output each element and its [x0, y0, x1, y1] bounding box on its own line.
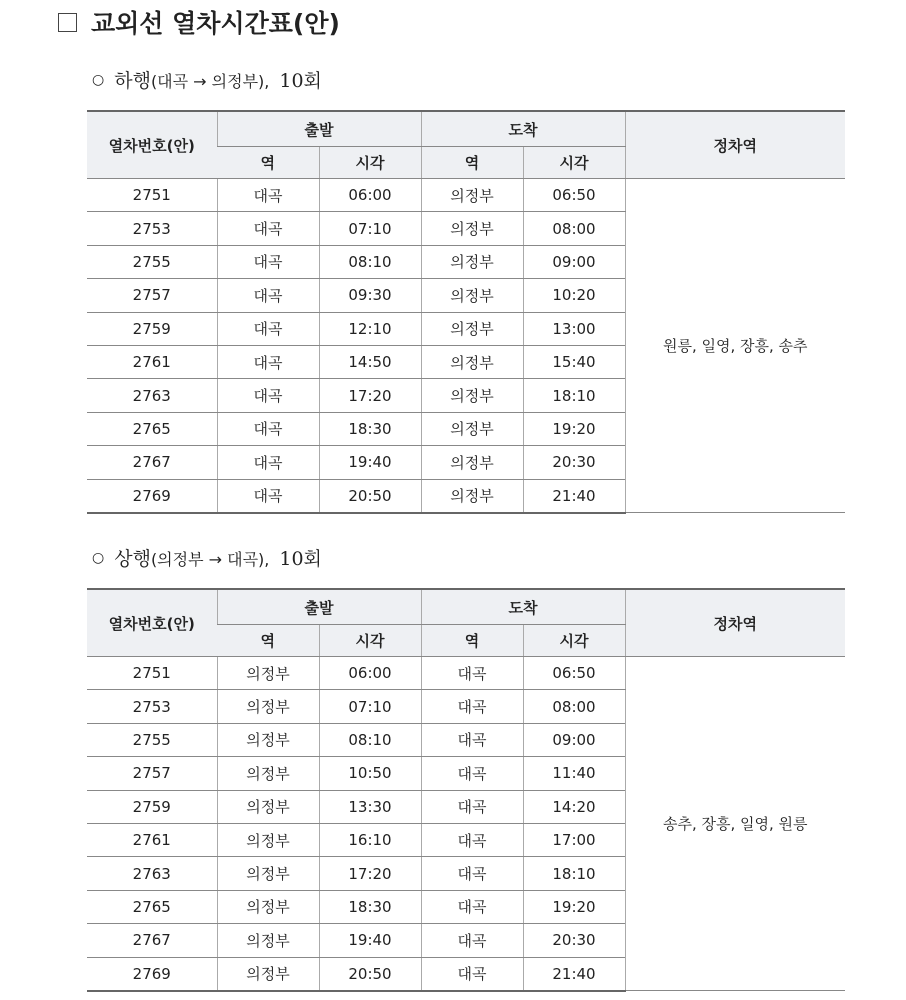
departure-time: 13:30: [319, 790, 421, 823]
train-number: 2755: [87, 723, 217, 756]
departure-station: 의정부: [217, 857, 319, 890]
departure-station: 대곡: [217, 446, 319, 479]
checkbox-bullet-icon: [58, 13, 77, 32]
arrival-time: 20:30: [523, 924, 625, 957]
arrival-station: 의정부: [421, 179, 523, 212]
arrival-time: 19:20: [523, 890, 625, 923]
train-number: 2759: [87, 312, 217, 345]
arrival-time: 09:00: [523, 245, 625, 278]
departure-time: 16:10: [319, 823, 421, 856]
arrival-time: 08:00: [523, 690, 625, 723]
arrival-time: 08:00: [523, 212, 625, 245]
arrival-station: 대곡: [421, 690, 523, 723]
arrival-time: 15:40: [523, 345, 625, 378]
departure-time: 07:10: [319, 690, 421, 723]
train-number: 2763: [87, 379, 217, 412]
header-train-no: 열차번호(안): [87, 589, 217, 657]
arrival-station: 의정부: [421, 312, 523, 345]
header-station: 역: [421, 147, 523, 179]
departure-station: 대곡: [217, 245, 319, 278]
arrival-station: 의정부: [421, 479, 523, 513]
arrival-time: 14:20: [523, 790, 625, 823]
departure-time: 19:40: [319, 446, 421, 479]
departure-time: 17:20: [319, 857, 421, 890]
arrival-station: 대곡: [421, 857, 523, 890]
header-time: 시각: [523, 147, 625, 179]
header-time: 시각: [319, 147, 421, 179]
departure-station: 대곡: [217, 345, 319, 378]
arrival-station: 대곡: [421, 957, 523, 991]
arrival-station: 대곡: [421, 757, 523, 790]
departure-station: 의정부: [217, 890, 319, 923]
departure-station: 의정부: [217, 790, 319, 823]
arrival-time: 18:10: [523, 379, 625, 412]
departure-time: 18:30: [319, 890, 421, 923]
arrival-time: 21:40: [523, 957, 625, 991]
arrival-station: 대곡: [421, 723, 523, 756]
train-number: 2769: [87, 957, 217, 991]
header-departure: 출발: [217, 111, 421, 147]
train-number: 2767: [87, 446, 217, 479]
departure-time: 09:30: [319, 279, 421, 312]
table-row: [87, 179, 845, 212]
departure-time: 12:10: [319, 312, 421, 345]
departure-station: 대곡: [217, 379, 319, 412]
arrival-time: 09:00: [523, 723, 625, 756]
arrival-time: 20:30: [523, 446, 625, 479]
departure-station: 대곡: [217, 479, 319, 513]
train-number: 2755: [87, 245, 217, 278]
departure-time: 20:50: [319, 957, 421, 991]
table-row: [87, 657, 845, 690]
train-number: 2761: [87, 823, 217, 856]
header-time: 시각: [523, 625, 625, 657]
train-number: 2763: [87, 857, 217, 890]
departure-time: 07:10: [319, 212, 421, 245]
arrival-station: 대곡: [421, 890, 523, 923]
departure-station: 의정부: [217, 690, 319, 723]
stop-stations: 원릉, 일영, 장흥, 송추: [625, 179, 845, 513]
departure-station: 의정부: [217, 924, 319, 957]
departure-time: 08:10: [319, 245, 421, 278]
header-stops: 정차역: [625, 111, 845, 179]
header-arrival: 도착: [421, 111, 625, 147]
departure-time: 17:20: [319, 379, 421, 412]
arrival-station: 대곡: [421, 657, 523, 690]
arrival-time: 06:50: [523, 657, 625, 690]
departure-station: 의정부: [217, 957, 319, 991]
arrival-time: 18:10: [523, 857, 625, 890]
arrival-station: 의정부: [421, 412, 523, 445]
stop-stations: 송추, 장흥, 일영, 원릉: [625, 657, 845, 991]
train-number: 2769: [87, 479, 217, 513]
departure-time: 20:50: [319, 479, 421, 513]
departure-time: 08:10: [319, 723, 421, 756]
header-station: 역: [421, 625, 523, 657]
train-number: 2765: [87, 412, 217, 445]
departure-time: 06:00: [319, 179, 421, 212]
header-train-no: 열차번호(안): [87, 111, 217, 179]
departure-station: 대곡: [217, 212, 319, 245]
header-departure: 출발: [217, 589, 421, 625]
departure-station: 의정부: [217, 757, 319, 790]
departure-station: 대곡: [217, 412, 319, 445]
departure-station: 의정부: [217, 723, 319, 756]
header-station: 역: [217, 625, 319, 657]
train-number: 2759: [87, 790, 217, 823]
train-number: 2753: [87, 212, 217, 245]
timetable-down: [87, 110, 845, 514]
arrival-time: 11:40: [523, 757, 625, 790]
departure-time: 18:30: [319, 412, 421, 445]
arrival-station: 대곡: [421, 924, 523, 957]
section-heading-up: ○ 상행(의정부 → 대곡), 10회: [92, 548, 322, 570]
arrival-time: 13:00: [523, 312, 625, 345]
header-stops: 정차역: [625, 589, 845, 657]
document-title: 교외선 열차시간표(안): [58, 4, 340, 40]
arrival-time: 06:50: [523, 179, 625, 212]
train-number: 2761: [87, 345, 217, 378]
train-number: 2765: [87, 890, 217, 923]
departure-time: 19:40: [319, 924, 421, 957]
departure-station: 의정부: [217, 823, 319, 856]
departure-station: 대곡: [217, 312, 319, 345]
arrival-station: 대곡: [421, 790, 523, 823]
departure-station: 대곡: [217, 179, 319, 212]
departure-station: 의정부: [217, 657, 319, 690]
departure-time: 06:00: [319, 657, 421, 690]
train-number: 2757: [87, 757, 217, 790]
departure-time: 10:50: [319, 757, 421, 790]
arrival-station: 의정부: [421, 446, 523, 479]
train-number: 2751: [87, 657, 217, 690]
departure-time: 14:50: [319, 345, 421, 378]
arrival-station: 의정부: [421, 379, 523, 412]
arrival-station: 의정부: [421, 245, 523, 278]
arrival-station: 의정부: [421, 279, 523, 312]
arrival-station: 의정부: [421, 212, 523, 245]
header-time: 시각: [319, 625, 421, 657]
train-number: 2751: [87, 179, 217, 212]
section-heading-down: ○ 하행(대곡 → 의정부), 10회: [92, 70, 322, 92]
train-number: 2767: [87, 924, 217, 957]
train-number: 2757: [87, 279, 217, 312]
train-number: 2753: [87, 690, 217, 723]
arrival-time: 10:20: [523, 279, 625, 312]
header-arrival: 도착: [421, 589, 625, 625]
arrival-time: 19:20: [523, 412, 625, 445]
header-station: 역: [217, 147, 319, 179]
arrival-station: 대곡: [421, 823, 523, 856]
arrival-station: 의정부: [421, 345, 523, 378]
timetable-up: [87, 588, 845, 992]
arrival-time: 21:40: [523, 479, 625, 513]
arrival-time: 17:00: [523, 823, 625, 856]
departure-station: 대곡: [217, 279, 319, 312]
